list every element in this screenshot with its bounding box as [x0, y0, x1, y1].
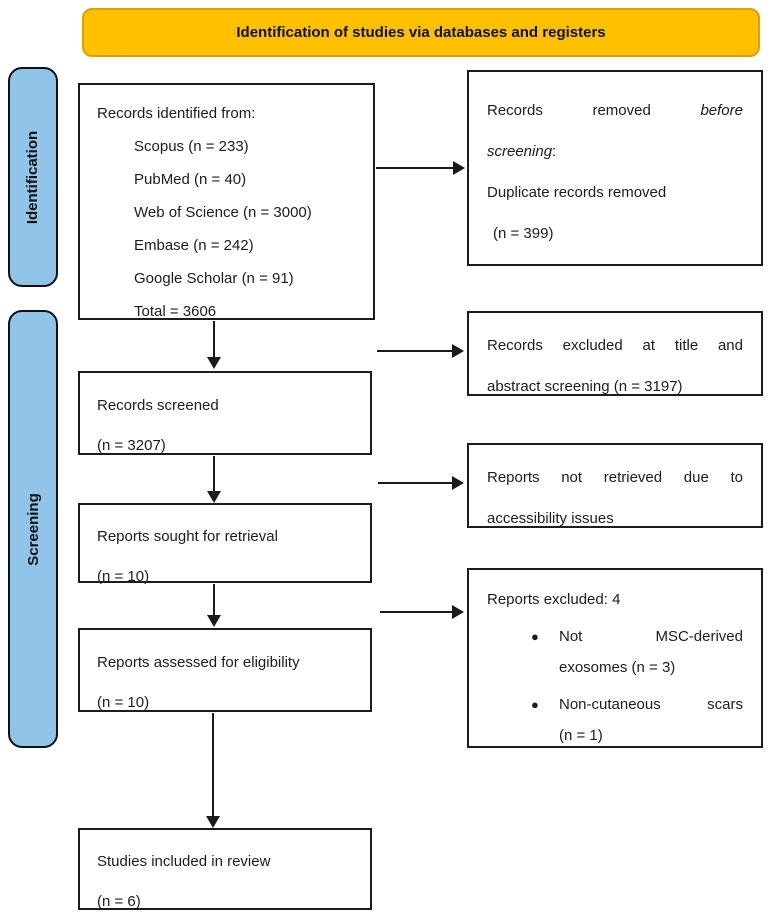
stage-label-identification — [8, 67, 58, 287]
source-pubmed: PubMed (n = 40) — [134, 171, 247, 188]
excluded-reason-1-line2: exosomes (n = 3) — [559, 659, 676, 676]
excluded-reason-2-text — [559, 689, 743, 751]
bullet-icon: ● — [531, 697, 539, 712]
identification-label: Identification — [24, 130, 42, 224]
box-studies-included — [78, 828, 372, 910]
box-records-excluded-title-abstract — [467, 311, 763, 396]
excluded-reason-2 — [469, 689, 761, 751]
source-web-of-science: Web of Science (n = 3000) — [134, 204, 312, 221]
duplicates-removed-count: (n = 399) — [493, 225, 554, 242]
excluded-reason-2-line2: (n = 1) — [559, 727, 603, 744]
reports-not-retrieved-line1: Reports not retrieved due to — [487, 469, 743, 486]
records-screened-count: (n = 3207) — [97, 437, 166, 454]
records-removed-line2 — [469, 131, 761, 172]
reports-assessed-label: Reports assessed for eligibility — [97, 654, 300, 671]
box-records-identified — [78, 83, 375, 320]
records-identified-title: Records identified from: — [97, 105, 256, 122]
box-records-removed — [467, 70, 763, 266]
sources-total: Total = 3606 — [134, 303, 217, 320]
box-records-screened — [78, 371, 372, 455]
header-banner — [82, 8, 760, 57]
excluded-reason-1 — [469, 621, 761, 683]
box-reports-not-retrieved — [467, 443, 763, 528]
records-removed-word1: Records — [487, 102, 543, 119]
source-scopus: Scopus (n = 233) — [134, 138, 249, 155]
reports-sought-label: Reports sought for retrieval — [97, 528, 278, 545]
records-removed-word3: before — [700, 102, 743, 119]
screening-label: Screening — [24, 492, 42, 566]
records-excluded-line1: Records excluded at title and — [487, 337, 743, 354]
box-reports-sought — [78, 503, 372, 583]
records-removed-line1 — [469, 90, 761, 131]
excluded-reason-1-text — [559, 621, 743, 683]
stage-label-screening — [8, 310, 58, 748]
excluded-reason-2-line1: Non-cutaneous scars — [559, 696, 743, 713]
records-screened-label: Records screened — [97, 397, 219, 414]
studies-included-count: (n = 6) — [97, 893, 141, 910]
studies-included-label: Studies included in review — [97, 853, 271, 870]
box-reports-assessed — [78, 628, 372, 712]
reports-assessed-count: (n = 10) — [97, 694, 150, 711]
records-removed-colon: : — [552, 143, 557, 160]
reports-excluded-title: Reports excluded: 4 — [487, 591, 621, 608]
records-excluded-line2: abstract screening (n = 3197) — [487, 378, 683, 395]
box-reports-excluded — [467, 568, 763, 748]
reports-sought-count: (n = 10) — [97, 568, 150, 585]
source-google-scholar: Google Scholar (n = 91) — [134, 270, 294, 287]
header-title: Identification of studies via databases and registers — [236, 24, 606, 41]
records-removed-word2: removed — [592, 102, 651, 119]
source-embase: Embase (n = 242) — [134, 237, 254, 254]
excluded-reason-1-line1: Not MSC-derived — [559, 628, 743, 645]
records-removed-screening: screening — [487, 143, 553, 160]
reports-not-retrieved-line2: accessibility issues — [487, 510, 614, 527]
bullet-icon: ● — [531, 629, 539, 644]
duplicates-removed-line: Duplicate records removed — [487, 184, 667, 201]
